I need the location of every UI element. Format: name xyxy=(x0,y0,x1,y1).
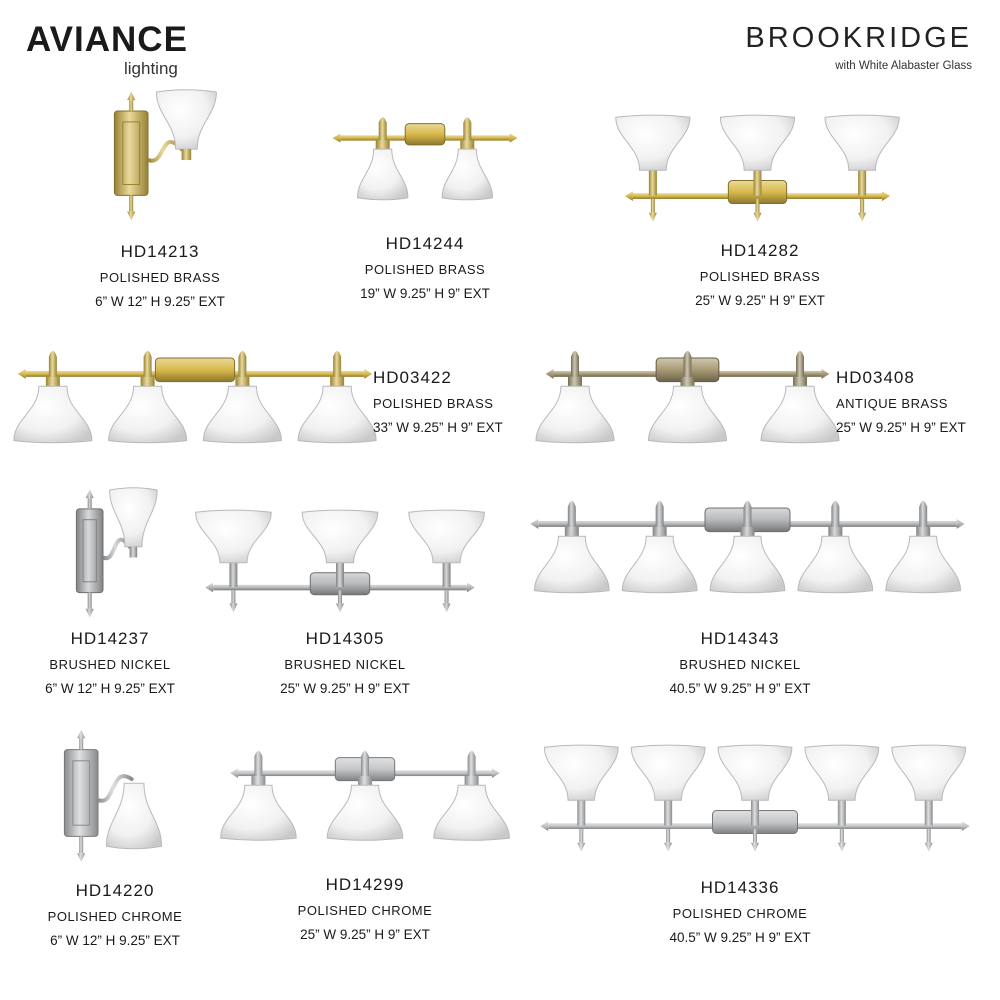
glass-shade-icon xyxy=(710,536,785,592)
socket-arm-icon xyxy=(49,351,57,377)
product-finish: POLISHED CHROME xyxy=(672,906,808,921)
product-card xyxy=(525,495,970,613)
finial-icon xyxy=(79,738,83,749)
backplate-icon xyxy=(114,111,148,195)
product-dimensions: 25” W 9.25” H 9” EXT xyxy=(836,420,966,435)
finial-tip-icon xyxy=(577,843,585,852)
collection-title: BROOKRIDGE xyxy=(745,22,972,54)
product-finish: ANTIQUE BRASS xyxy=(836,396,948,411)
bar-end-icon xyxy=(205,583,213,593)
finial-tip-icon xyxy=(229,604,237,613)
product-sku: HD03422 xyxy=(373,368,452,387)
product-finish: POLISHED CHROME xyxy=(297,903,433,918)
finial-icon xyxy=(88,498,92,509)
fixture-illustration xyxy=(545,345,830,463)
glass-shade-icon xyxy=(221,785,297,840)
product-caption xyxy=(60,241,260,311)
glass-shade-icon xyxy=(718,745,792,800)
finial-tip-icon xyxy=(336,604,344,613)
glass-shade-icon xyxy=(434,785,510,840)
socket-arm-icon xyxy=(838,798,846,826)
socket-arm-icon xyxy=(568,501,576,527)
socket-arm-icon xyxy=(664,798,672,826)
finial-icon xyxy=(666,829,670,843)
product-caption xyxy=(373,367,543,437)
bar-end-icon xyxy=(510,133,518,142)
glass-shade-icon xyxy=(156,90,216,149)
product-sku: HD14305 xyxy=(305,629,385,648)
finial-icon xyxy=(129,195,133,211)
product-dimensions: 6” W 12” H 9.25” EXT xyxy=(50,933,180,948)
product-finish: POLISHED BRASS xyxy=(699,269,821,284)
finial-icon xyxy=(840,829,844,843)
product-card xyxy=(15,345,375,463)
socket-arm-icon xyxy=(238,351,246,377)
glass-shade-icon xyxy=(196,510,272,563)
fixture-illustration xyxy=(50,730,170,870)
product-finish: POLISHED BRASS xyxy=(364,262,486,277)
product-sku: HD14299 xyxy=(325,875,405,894)
glass-shade-icon xyxy=(892,745,966,800)
socket-arm-icon xyxy=(684,351,692,377)
glass-shade-icon xyxy=(720,115,794,170)
fixture-illustration xyxy=(15,345,375,463)
glass-shade-icon xyxy=(616,115,690,170)
product-dimensions: 6” W 12” H 9.25” EXT xyxy=(45,681,175,696)
product-dimensions: 40.5” W 9.25” H 9” EXT xyxy=(669,930,811,945)
product-dimensions: 40.5” W 9.25” H 9” EXT xyxy=(669,681,811,696)
finial-tip-icon xyxy=(77,853,85,862)
glass-shade-icon xyxy=(649,386,727,442)
bar-end-icon xyxy=(821,369,829,379)
product-card xyxy=(50,730,170,870)
product-caption xyxy=(320,233,530,303)
fixture-illustration xyxy=(65,490,160,625)
glass-shade-icon xyxy=(110,488,157,547)
glass-shade-icon xyxy=(825,115,899,170)
fixture-illustration xyxy=(535,745,975,860)
product-sku: HD14282 xyxy=(720,241,800,260)
finial-tip-icon xyxy=(443,604,451,613)
finial-tip-icon xyxy=(127,91,135,100)
fixture-illustration xyxy=(525,495,970,613)
product-sku: HD14213 xyxy=(120,242,200,261)
socket-arm-icon xyxy=(754,168,762,196)
product-dimensions: 6” W 12” H 9.25” EXT xyxy=(95,294,225,309)
product-card xyxy=(65,490,160,625)
finial-icon xyxy=(927,829,931,843)
product-finish: BRUSHED NICKEL xyxy=(49,657,171,672)
socket-cup-icon xyxy=(182,149,192,160)
glass-shade-icon xyxy=(106,783,161,849)
glass-shade-icon xyxy=(886,536,961,592)
fixture-illustration xyxy=(625,115,890,230)
product-dimensions: 33” W 9.25” H 9” EXT xyxy=(373,420,503,435)
finial-tip-icon xyxy=(86,609,94,618)
bar-end-icon xyxy=(962,821,970,831)
fixture-illustration xyxy=(230,745,500,860)
socket-arm-icon xyxy=(919,501,927,527)
finial-icon xyxy=(129,100,133,111)
product-card xyxy=(205,510,475,620)
glass-shade-icon xyxy=(409,510,485,563)
center-backplate-icon xyxy=(155,358,234,382)
glass-shade-icon xyxy=(631,745,705,800)
product-sku: HD14244 xyxy=(385,234,465,253)
brand-tagline: lighting xyxy=(124,59,178,78)
product-finish: POLISHED CHROME xyxy=(47,909,183,924)
socket-arm-icon xyxy=(858,168,866,196)
product-dimensions: 19” W 9.25” H 9” EXT xyxy=(360,286,490,301)
center-backplate-icon xyxy=(405,124,445,145)
socket-arm-icon xyxy=(463,117,471,140)
finial-icon xyxy=(79,836,83,853)
socket-arm-icon xyxy=(229,561,237,587)
glass-shade-icon xyxy=(327,785,403,840)
finial-icon xyxy=(860,199,864,213)
socket-arm-icon xyxy=(744,501,752,527)
product-dimensions: 25” W 9.25” H 9” EXT xyxy=(300,927,430,942)
finial-tip-icon xyxy=(649,213,657,222)
product-card xyxy=(335,112,515,218)
finial-tip-icon xyxy=(86,489,94,498)
bar-end-icon xyxy=(882,191,890,201)
collection-subtitle: with White Alabaster Glass xyxy=(835,60,972,72)
bar-end-icon xyxy=(332,133,340,142)
product-caption xyxy=(650,240,870,310)
socket-arm-icon xyxy=(577,798,585,826)
bar-end-icon xyxy=(530,519,538,529)
finial-icon xyxy=(445,590,449,603)
finial-icon xyxy=(651,199,655,213)
glass-shade-icon xyxy=(534,536,609,592)
finial-icon xyxy=(753,829,757,843)
product-card xyxy=(230,745,500,860)
finial-icon xyxy=(88,593,92,609)
bar-end-icon xyxy=(18,369,26,379)
bar-end-icon xyxy=(546,369,554,379)
glass-shade-icon xyxy=(536,386,614,442)
socket-arm-icon xyxy=(649,168,657,196)
product-caption xyxy=(15,880,215,950)
socket-arm-icon xyxy=(254,751,262,776)
bar-end-icon xyxy=(540,821,548,831)
product-finish: BRUSHED NICKEL xyxy=(679,657,801,672)
glass-shade-icon xyxy=(298,386,376,442)
finial-tip-icon xyxy=(838,843,846,852)
socket-arm-icon xyxy=(336,561,344,587)
product-sku: HD14220 xyxy=(75,881,155,900)
product-sku: HD14336 xyxy=(700,878,780,897)
product-card xyxy=(100,92,220,228)
finial-icon xyxy=(231,590,235,603)
socket-cup-icon xyxy=(130,547,138,558)
product-sku: HD03408 xyxy=(836,368,915,387)
product-finish: POLISHED BRASS xyxy=(99,270,221,285)
bar-end-icon xyxy=(492,768,500,778)
bar-end-icon xyxy=(467,583,475,593)
product-caption xyxy=(245,628,445,698)
finial-icon xyxy=(579,829,583,843)
backplate-icon xyxy=(64,750,98,837)
bar-end-icon xyxy=(230,768,238,778)
socket-arm-icon xyxy=(379,117,387,140)
product-card xyxy=(545,345,830,463)
product-card xyxy=(625,115,890,230)
product-card xyxy=(535,745,975,860)
bar-end-icon xyxy=(364,369,372,379)
finial-tip-icon xyxy=(754,213,762,222)
product-sku: HD14343 xyxy=(700,629,780,648)
backplate-icon xyxy=(76,509,103,593)
glass-shade-icon xyxy=(302,510,378,563)
product-finish: POLISHED BRASS xyxy=(373,396,494,411)
finial-icon xyxy=(338,590,342,603)
finial-icon xyxy=(756,199,760,213)
glass-shade-icon xyxy=(358,149,408,200)
socket-arm-icon xyxy=(468,751,476,776)
finial-tip-icon xyxy=(925,843,933,852)
product-caption xyxy=(640,877,840,947)
socket-arm-icon xyxy=(925,798,933,826)
bar-end-icon xyxy=(957,519,965,529)
socket-arm-icon xyxy=(796,351,804,377)
product-dimensions: 25” W 9.25” H 9” EXT xyxy=(280,681,410,696)
glass-shade-icon xyxy=(805,745,879,800)
socket-arm-icon xyxy=(831,501,839,527)
glass-shade-icon xyxy=(203,386,281,442)
product-dimensions: 25” W 9.25” H 9” EXT xyxy=(695,293,825,308)
product-caption xyxy=(10,628,210,698)
socket-arm-icon xyxy=(361,751,369,776)
bar-end-icon xyxy=(625,191,633,201)
glass-shade-icon xyxy=(442,149,492,200)
finial-tip-icon xyxy=(664,843,672,852)
product-sku: HD14237 xyxy=(70,629,150,648)
socket-arm-icon xyxy=(333,351,341,377)
glass-shade-icon xyxy=(798,536,873,592)
glass-shade-icon xyxy=(761,386,839,442)
fixture-illustration xyxy=(335,112,515,218)
socket-arm-icon xyxy=(571,351,579,377)
finial-tip-icon xyxy=(127,212,135,221)
product-caption xyxy=(836,367,996,437)
product-finish: BRUSHED NICKEL xyxy=(284,657,406,672)
socket-arm-icon xyxy=(443,561,451,587)
glass-shade-icon xyxy=(622,536,697,592)
glass-shade-icon xyxy=(14,386,92,442)
brand-name: AVIANCE xyxy=(26,20,188,59)
socket-arm-icon xyxy=(144,351,152,377)
fixture-illustration xyxy=(205,510,475,620)
finial-tip-icon xyxy=(858,213,866,222)
collection-header xyxy=(745,22,972,72)
finial-tip-icon xyxy=(77,729,85,738)
socket-arm-icon xyxy=(751,798,759,826)
socket-arm-icon xyxy=(656,501,664,527)
product-caption xyxy=(640,628,840,698)
glass-shade-icon xyxy=(544,745,618,800)
fixture-illustration xyxy=(100,92,220,228)
glass-shade-icon xyxy=(109,386,187,442)
finial-tip-icon xyxy=(751,843,759,852)
brand-logo xyxy=(26,20,196,78)
product-caption xyxy=(265,874,465,944)
